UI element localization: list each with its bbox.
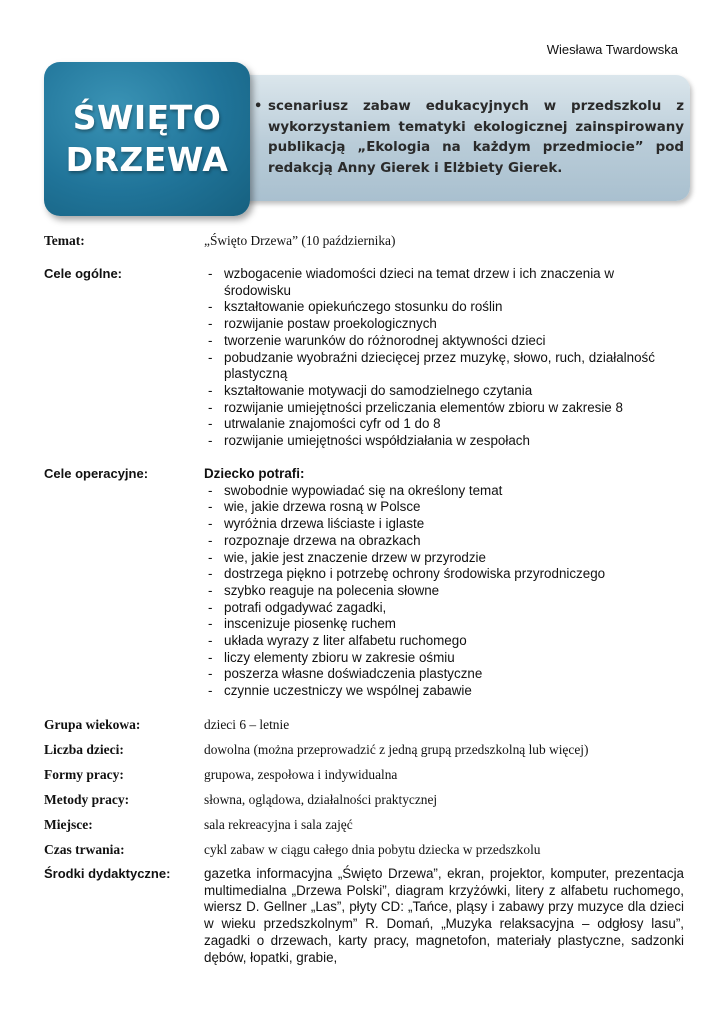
cele-ogolne-row [44, 266, 684, 450]
list-item: - inscenizuje piosenkę ruchem [204, 616, 684, 633]
title-banner [44, 62, 690, 216]
list-item: - dostrzega piękno i potrzebę ochrony środowiska przyrodniczego [204, 566, 684, 583]
list-item: - poszerza własne doświadczenia plastyczne [204, 666, 684, 683]
miejsce-row [44, 817, 684, 834]
list-item: - tworzenie warunków do różnorodnej aktywności dzieci [204, 333, 684, 350]
czas-trwania-row [44, 842, 684, 859]
srodki-value: gazetka informacyjna „Święto Drzewa”, ekran, projektor, komputer, prezentacja multimedialna „Drzewa Polski”, diagram krzyżówki, litery z alfabetu ruchomego, wiersz D. Gellner „Las”, płyty CD: „Tańce, pląsy i zabawy przy muzyce dla dzieci w wieku przedszkolnym” R. Domań, „Muzyka relaksacyjna – odgłosy lasu”, zagadki o drzewach, karty pracy, magnetofon, materiały plastyczne, sadzonki dębów, łopatki, grabie, [204, 866, 684, 965]
liczba-dzieci-label: Liczba dzieci: [44, 742, 124, 757]
metody-pracy-value: słowna, oglądowa, działalności praktycznej [204, 792, 438, 807]
list-item: - wzbogacenie wiadomości dzieci na temat drzew i ich znaczenia w środowisku [204, 266, 684, 299]
temat-label: Temat: [44, 233, 85, 248]
metody-pracy-row [44, 792, 684, 809]
list-item: - utrwalanie znajomości cyfr od 1 do 8 [204, 416, 684, 433]
cele-ogolne-list [204, 266, 684, 450]
cele-operacyjne-list [204, 483, 684, 700]
cele-ogolne-label: Cele ogólne: [44, 266, 123, 281]
list-item: - rozwijanie umiejętności przeliczania elementów zbioru w zakresie 8 [204, 400, 684, 417]
liczba-dzieci-value: dowolna (można przeprowadzić z jedną grupą przedszkolną lub więcej) [204, 742, 589, 757]
banner-title-line1: ŚWIĘTO [72, 98, 222, 137]
miejsce-value: sala rekreacyjna i sala zajęć [204, 817, 353, 832]
cele-operacyjne-row [44, 466, 684, 700]
author-name: Wiesława Twardowska [546, 42, 678, 57]
srodki-row [44, 866, 684, 966]
formy-pracy-row [44, 767, 684, 784]
list-item: - pobudzanie wyobraźni dziecięcej przez muzykę, słowo, ruch, działalność plastyczną [204, 350, 684, 383]
formy-pracy-label: Formy pracy: [44, 767, 124, 782]
banner-description: scenariusz zabaw edukacyjnych w przedszkolu z wykorzystaniem tematyki ekologicznej zainspirowany publikacją „Ekologia na każdym przedmiocie” pod redakcją Anny Gierek i Elżbiety Gierek. [268, 99, 684, 176]
list-item: - wie, jakie jest znaczenie drzew w przyrodzie [204, 550, 684, 567]
list-item: - rozwijanie umiejętności współdziałania w zespołach [204, 433, 684, 450]
czas-trwania-value: cykl zabaw w ciągu całego dnia pobytu dziecka w przedszkolu [204, 842, 541, 857]
temat-value: „Święto Drzewa” (10 października) [204, 233, 396, 248]
list-item: - układa wyrazy z liter alfabetu ruchomego [204, 633, 684, 650]
banner-title-box [44, 62, 250, 216]
metody-pracy-label: Metody pracy: [44, 792, 130, 807]
grupa-wiekowa-value: dzieci 6 – letnie [204, 717, 290, 732]
list-item: - szybko reaguje na polecenia słowne [204, 583, 684, 600]
list-item: - rozpoznaje drzewa na obrazkach [204, 533, 684, 550]
temat-row [44, 233, 684, 250]
list-item: - rozwijanie postaw proekologicznych [204, 316, 684, 333]
banner-text [254, 97, 684, 179]
grupa-wiekowa-row [44, 717, 684, 734]
czas-trwania-label: Czas trwania: [44, 842, 125, 857]
miejsce-label: Miejsce: [44, 817, 93, 832]
list-item: - wie, jakie drzewa rosną w Polsce [204, 499, 684, 516]
formy-pracy-value: grupowa, zespołowa i indywidualna [204, 767, 398, 782]
list-item: - czynnie uczestniczy we wspólnej zabawie [204, 683, 684, 700]
list-item: - swobodnie wypowiadać się na określony temat [204, 483, 684, 500]
cele-operacyjne-label: Cele operacyjne: [44, 466, 149, 481]
list-item: - potrafi odgadywać zagadki, [204, 600, 684, 617]
srodki-label: Środki dydaktyczne: [44, 866, 171, 881]
liczba-dzieci-row [44, 742, 684, 759]
banner-title-line2: DRZEWA [65, 140, 229, 179]
grupa-wiekowa-label: Grupa wiekowa: [44, 717, 141, 732]
bullet-icon: • [254, 99, 263, 114]
cele-operacyjne-subheading: Dziecko potrafi: [204, 466, 305, 481]
list-item: - kształtowanie motywacji do samodzielnego czytania [204, 383, 684, 400]
list-item: - kształtowanie opiekuńczego stosunku do roślin [204, 299, 684, 316]
list-item: - wyróżnia drzewa liściaste i iglaste [204, 516, 684, 533]
list-item: - liczy elementy zbioru w zakresie ośmiu [204, 650, 684, 667]
